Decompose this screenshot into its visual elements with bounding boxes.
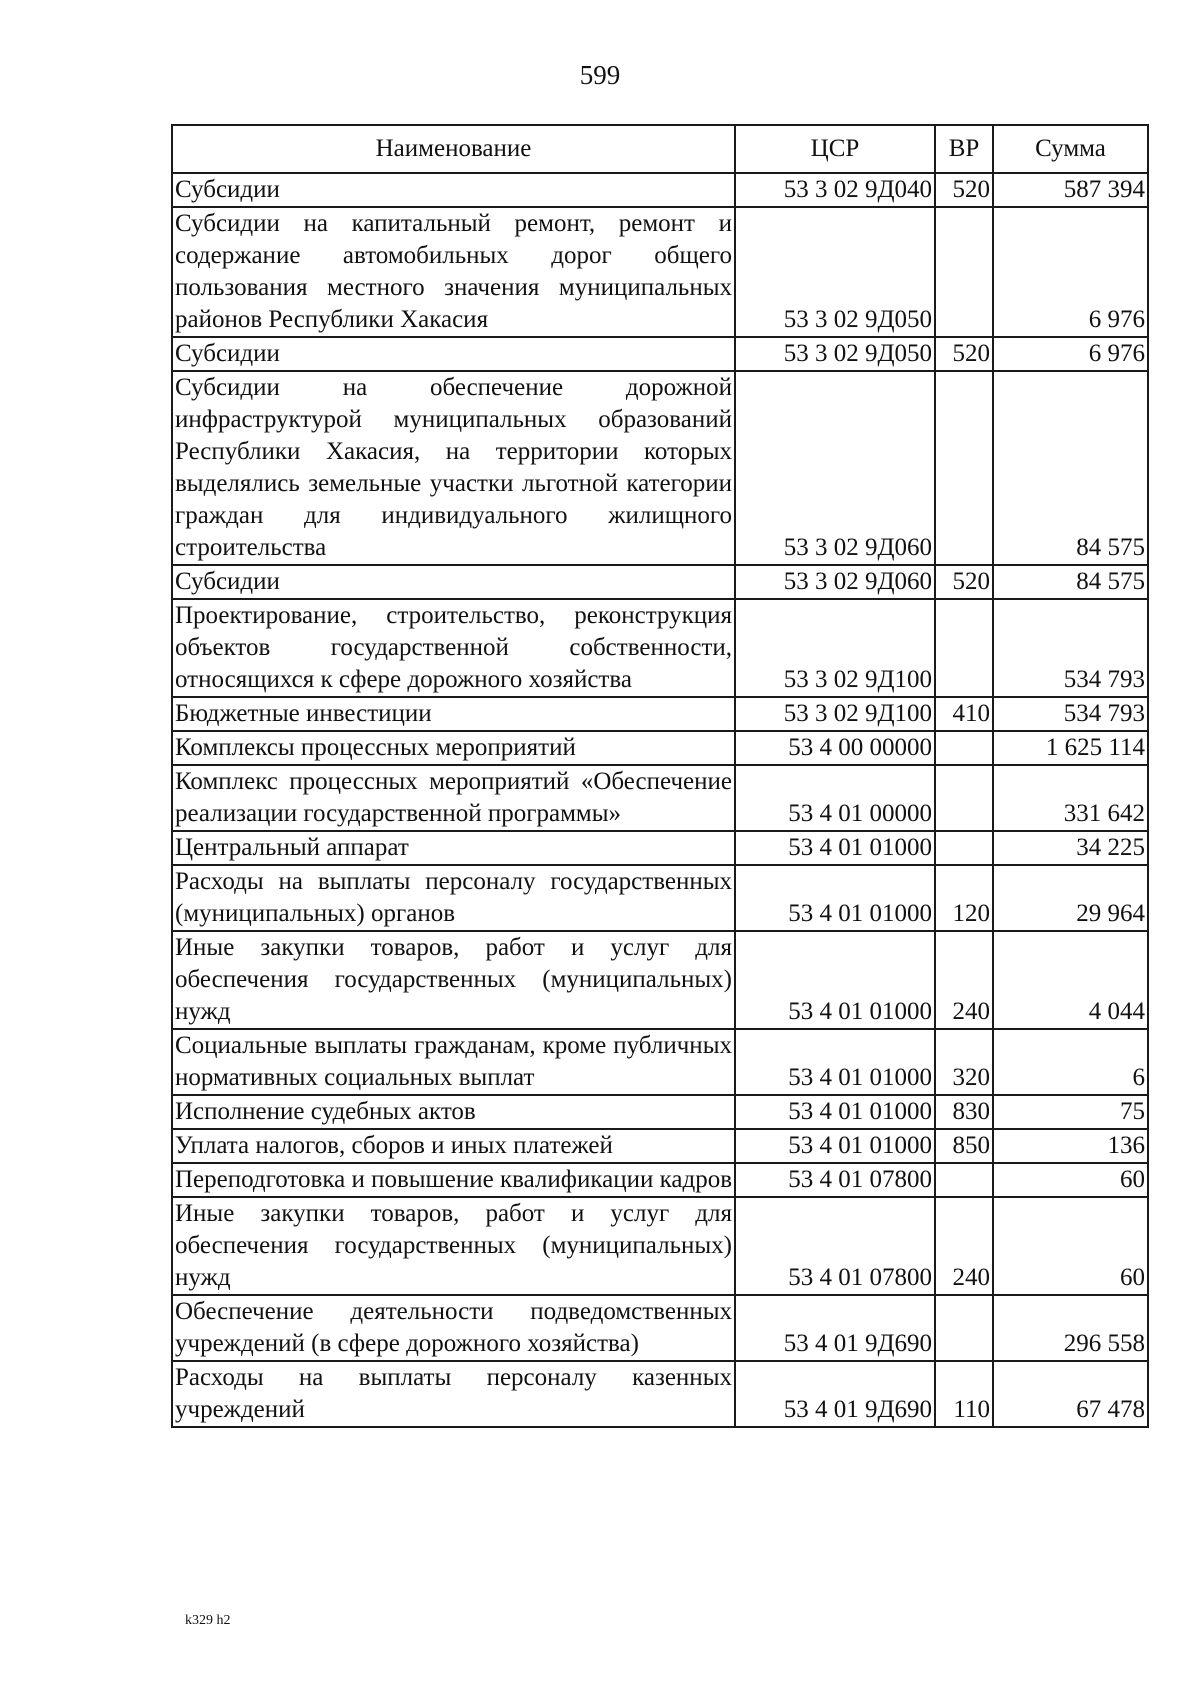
table-row bbox=[172, 865, 1148, 931]
cell-csr: 53 4 01 07800 bbox=[735, 1163, 935, 1197]
cell-vr: 830 bbox=[935, 1095, 993, 1129]
table-row bbox=[172, 1295, 1148, 1361]
table-row bbox=[172, 831, 1148, 865]
cell-csr: 53 3 02 9Д040 bbox=[735, 173, 935, 207]
cell-name: Уплата налогов, сборов и иных платежей bbox=[172, 1129, 735, 1163]
cell-sum: 84 575 bbox=[993, 371, 1148, 565]
cell-sum: 534 793 bbox=[993, 697, 1148, 731]
cell-sum: 6 bbox=[993, 1029, 1148, 1095]
cell-name: Субсидии на обеспечение дорожной инфраструктурой муниципальных образований Республики Хакасия, на территории которых выделялись земельные участки льготной категории граждан для индивидуального жилищного строительства bbox=[172, 371, 735, 565]
header-sum: Сумма bbox=[993, 125, 1148, 173]
page-number: 599 bbox=[579, 60, 621, 90]
cell-csr: 53 4 01 00000 bbox=[735, 765, 935, 831]
cell-csr: 53 3 02 9Д050 bbox=[735, 337, 935, 371]
cell-vr: 520 bbox=[935, 173, 993, 207]
cell-sum: 6 976 bbox=[993, 207, 1148, 337]
cell-sum: 587 394 bbox=[993, 173, 1148, 207]
table-row bbox=[172, 931, 1148, 1029]
table-row bbox=[172, 1163, 1148, 1197]
cell-sum: 67 478 bbox=[993, 1361, 1148, 1427]
cell-name: Комплекс процессных мероприятий «Обеспечение реализации государственной программы» bbox=[172, 765, 735, 831]
table-row bbox=[172, 1095, 1148, 1129]
cell-csr: 53 3 02 9Д050 bbox=[735, 207, 935, 337]
cell-vr bbox=[935, 207, 993, 337]
cell-csr: 53 4 01 01000 bbox=[735, 865, 935, 931]
cell-name: Субсидии bbox=[172, 565, 735, 599]
cell-csr: 53 4 01 9Д690 bbox=[735, 1361, 935, 1427]
cell-csr: 53 4 01 01000 bbox=[735, 931, 935, 1029]
cell-name: Расходы на выплаты персоналу казенных учреждений bbox=[172, 1361, 735, 1427]
cell-vr bbox=[935, 599, 993, 697]
cell-sum: 1 625 114 bbox=[993, 731, 1148, 765]
table-row bbox=[172, 1129, 1148, 1163]
table-row bbox=[172, 731, 1148, 765]
cell-vr bbox=[935, 371, 993, 565]
cell-vr: 520 bbox=[935, 565, 993, 599]
cell-vr bbox=[935, 731, 993, 765]
cell-sum: 60 bbox=[993, 1163, 1148, 1197]
cell-vr: 240 bbox=[935, 931, 993, 1029]
cell-sum: 75 bbox=[993, 1095, 1148, 1129]
cell-sum: 84 575 bbox=[993, 565, 1148, 599]
cell-name: Социальные выплаты гражданам, кроме публичных нормативных социальных выплат bbox=[172, 1029, 735, 1095]
cell-name: Субсидии на капитальный ремонт, ремонт и содержание автомобильных дорог общего пользования местного значения муниципальных районов Республики Хакасия bbox=[172, 207, 735, 337]
cell-vr: 240 bbox=[935, 1197, 993, 1295]
table-row bbox=[172, 765, 1148, 831]
table-row bbox=[172, 697, 1148, 731]
cell-name: Проектирование, строительство, реконструкция объектов государственной собственности, относящихся к сфере дорожного хозяйства bbox=[172, 599, 735, 697]
budget-table bbox=[171, 124, 1149, 1428]
header-vr: ВР bbox=[935, 125, 993, 173]
cell-vr: 520 bbox=[935, 337, 993, 371]
cell-name: Иные закупки товаров, работ и услуг для обеспечения государственных (муниципальных) нужд bbox=[172, 931, 735, 1029]
cell-sum: 6 976 bbox=[993, 337, 1148, 371]
cell-sum: 296 558 bbox=[993, 1295, 1148, 1361]
table-row bbox=[172, 371, 1148, 565]
cell-name: Субсидии bbox=[172, 337, 735, 371]
cell-sum: 34 225 bbox=[993, 831, 1148, 865]
cell-csr: 53 3 02 9Д060 bbox=[735, 565, 935, 599]
cell-csr: 53 4 00 00000 bbox=[735, 731, 935, 765]
cell-sum: 331 642 bbox=[993, 765, 1148, 831]
cell-sum: 60 bbox=[993, 1197, 1148, 1295]
table-row bbox=[172, 1197, 1148, 1295]
table-row bbox=[172, 1361, 1148, 1427]
cell-csr: 53 3 02 9Д100 bbox=[735, 697, 935, 731]
cell-csr: 53 3 02 9Д100 bbox=[735, 599, 935, 697]
cell-name: Обеспечение деятельности подведомственных учреждений (в сфере дорожного хозяйства) bbox=[172, 1295, 735, 1361]
cell-csr: 53 4 01 07800 bbox=[735, 1197, 935, 1295]
cell-vr bbox=[935, 765, 993, 831]
cell-name: Субсидии bbox=[172, 173, 735, 207]
cell-vr: 410 bbox=[935, 697, 993, 731]
cell-csr: 53 3 02 9Д060 bbox=[735, 371, 935, 565]
cell-vr bbox=[935, 1295, 993, 1361]
cell-vr: 110 bbox=[935, 1361, 993, 1427]
footer-code: k329 h2 bbox=[185, 1613, 231, 1628]
table-header-row bbox=[172, 125, 1148, 173]
cell-csr: 53 4 01 01000 bbox=[735, 1029, 935, 1095]
cell-csr: 53 4 01 01000 bbox=[735, 831, 935, 865]
cell-vr: 850 bbox=[935, 1129, 993, 1163]
cell-vr bbox=[935, 1163, 993, 1197]
cell-csr: 53 4 01 01000 bbox=[735, 1129, 935, 1163]
cell-sum: 4 044 bbox=[993, 931, 1148, 1029]
cell-name: Переподготовка и повышение квалификации кадров bbox=[172, 1163, 735, 1197]
cell-vr bbox=[935, 831, 993, 865]
header-csr: ЦСР bbox=[735, 125, 935, 173]
table-row bbox=[172, 1029, 1148, 1095]
cell-name: Комплексы процессных мероприятий bbox=[172, 731, 735, 765]
cell-vr: 320 bbox=[935, 1029, 993, 1095]
cell-name: Иные закупки товаров, работ и услуг для обеспечения государственных (муниципальных) нужд bbox=[172, 1197, 735, 1295]
table-row bbox=[172, 173, 1148, 207]
header-name: Наименование bbox=[172, 125, 735, 173]
cell-name: Расходы на выплаты персоналу государственных (муниципальных) органов bbox=[172, 865, 735, 931]
table-row bbox=[172, 565, 1148, 599]
cell-csr: 53 4 01 01000 bbox=[735, 1095, 935, 1129]
table-row bbox=[172, 207, 1148, 337]
cell-name: Бюджетные инвестиции bbox=[172, 697, 735, 731]
table-row bbox=[172, 599, 1148, 697]
cell-name: Исполнение судебных актов bbox=[172, 1095, 735, 1129]
cell-sum: 29 964 bbox=[993, 865, 1148, 931]
cell-vr: 120 bbox=[935, 865, 993, 931]
cell-sum: 534 793 bbox=[993, 599, 1148, 697]
table-row bbox=[172, 337, 1148, 371]
cell-name: Центральный аппарат bbox=[172, 831, 735, 865]
cell-sum: 136 bbox=[993, 1129, 1148, 1163]
cell-csr: 53 4 01 9Д690 bbox=[735, 1295, 935, 1361]
